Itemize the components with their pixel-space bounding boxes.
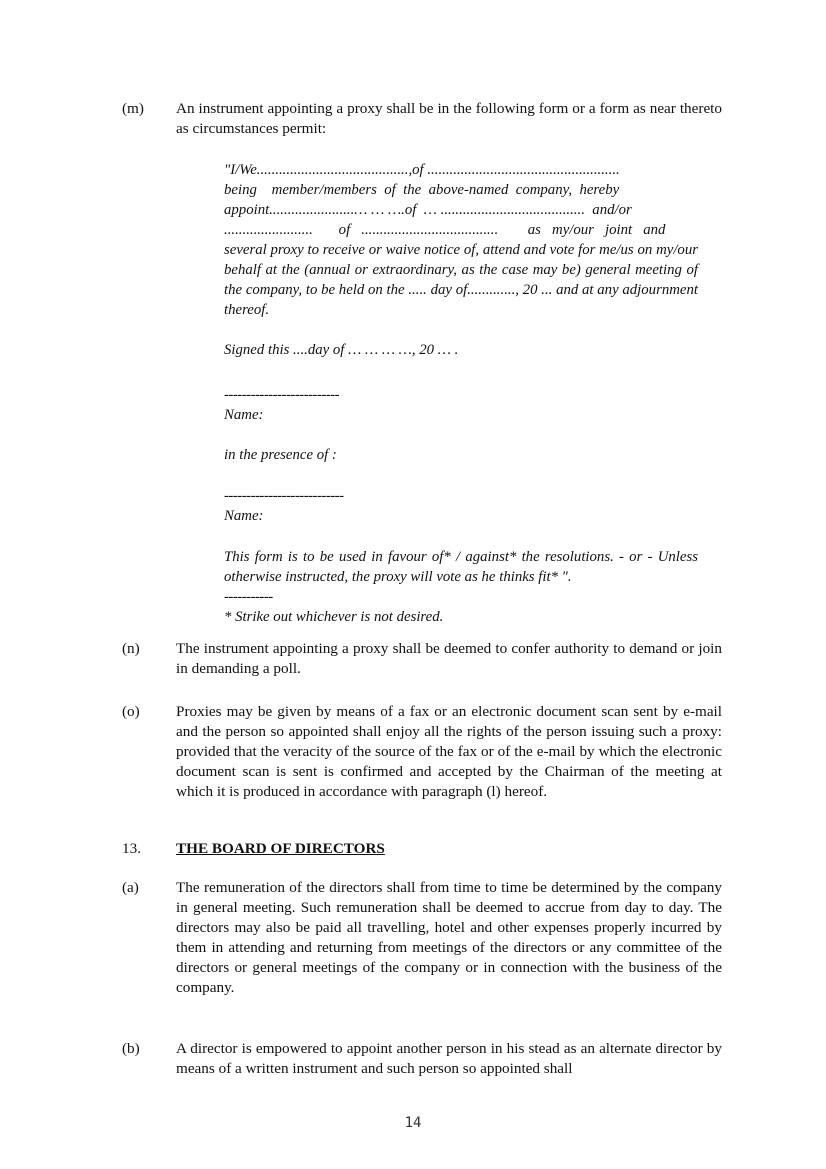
note-divider: ----------- — [224, 589, 273, 605]
paragraph-text: A director is empowered to appoint another person in his stead as an alternate director by means of a written instrument and such person so appointed shall — [176, 1040, 722, 1077]
paragraph-label: (m) — [122, 100, 144, 117]
form-line: several proxy to receive or waive notice of, attend and vote for me/us on my/our behalf at the (annual or extraordinary, as the case may be) general meeting of the company, to be held on the ..... day of............., 20 ... and at any adjournment thereof. — [224, 242, 698, 318]
section-number: 13. — [122, 840, 141, 857]
form-line: appoint.......................… … ….of … ....................................... and/or — [224, 202, 632, 218]
name-label: Name: — [224, 407, 264, 423]
paragraph-o — [122, 702, 722, 802]
form-line: "I/We.........................................,of .................................................... — [224, 162, 620, 178]
paragraph-text: The instrument appointing a proxy shall be deemed to confer authority to demand or join in demanding a poll. — [176, 640, 722, 677]
paragraph-a — [122, 878, 722, 998]
name-label: Name: — [224, 508, 264, 524]
paragraph-text: An instrument appointing a proxy shall be in the following form or a form as near thereto as circumstances permit: — [176, 100, 722, 137]
paragraph-b — [122, 1039, 722, 1079]
paragraph-label: (o) — [122, 703, 140, 720]
paragraph-text: The remuneration of the directors shall from time to time be determined by the company in general meeting. Such remuneration shall be deemed to accrue from day to day. The directors may also be paid all travelling, hotel and other expenses properly incurred by them in attending and returning from meetings of the directors or any committee of the directors or general meetings of the company or in connection with the business of the company. — [176, 879, 722, 996]
paragraph-n — [122, 639, 722, 679]
paragraph-label: (b) — [122, 1040, 140, 1057]
presence-label: in the presence of : — [224, 447, 337, 463]
signature-line: -------------------------- — [224, 387, 340, 403]
form-line: ........................ of ..................................... as my/our joint and — [224, 222, 666, 238]
paragraph-label: (n) — [122, 640, 140, 657]
strike-note: * Strike out whichever is not desired. — [224, 609, 444, 625]
section-title: THE BOARD OF DIRECTORS — [176, 840, 385, 857]
usage-note: This form is to be used in favour of* / against* the resolutions. - or - Unless otherwise instructed, the proxy will vote as he thinks fit* ". — [224, 549, 698, 585]
form-line: being member/members of the above-named company, hereby — [224, 182, 620, 198]
signed-line: Signed this ....day of … … … …, 20 … . — [224, 342, 459, 358]
signature-line: --------------------------- — [224, 488, 344, 504]
paragraph-label: (a) — [122, 879, 139, 896]
proxy-form — [224, 160, 698, 627]
paragraph-m — [122, 99, 722, 139]
paragraph-text: Proxies may be given by means of a fax or an electronic document scan sent by e-mail and the person so appointed shall enjoy all the rights of the person issuing such a proxy: provided that the veracity of the source of the fax or of the e-mail by which the electronic document scan is sent is confirmed and accepted by the Chairman of the meeting at which it is produced in accordance with paragraph (l) hereof. — [176, 703, 722, 800]
page-number: 14 — [404, 1115, 422, 1131]
